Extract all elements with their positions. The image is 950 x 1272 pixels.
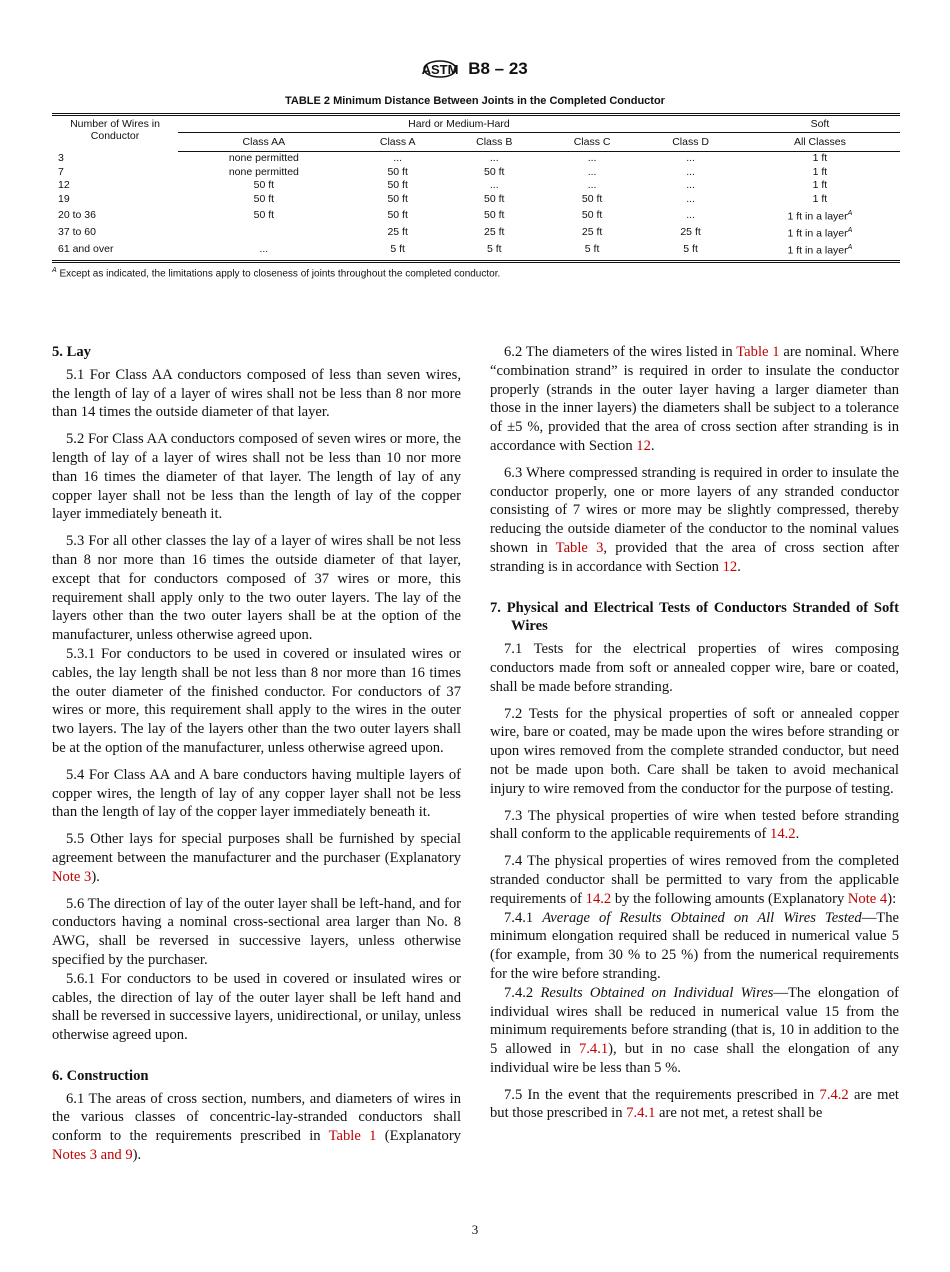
right-column [490, 343, 899, 1131]
table-cell: ... [178, 241, 350, 262]
table-cell: ... [587, 179, 597, 192]
link-notes-3-9[interactable]: Notes 3 and 9 [52, 1147, 133, 1164]
col-header: All Classes [740, 133, 900, 152]
table-cell: 1 ft in a layer$^A$ [787, 227, 853, 240]
table-row [52, 179, 900, 193]
group-soft: Soft [740, 115, 900, 133]
paragraph: 5.5 Other lays for special purposes shall be furnished by special agreement between the manufacturer and the purchaser (Explanatory Note 3). [52, 831, 461, 885]
table-cell: 50 ft [484, 165, 505, 178]
joints-table [52, 113, 900, 280]
paragraph: 7.2 Tests for the physical properties of soft or annealed copper wire, bare or coated, may be made upon the wires before stranding or upon wires removed from the complete stranded conductor, but need not be made upon both. Care shall be taken to avoid mechanical injury to wire removed from the conductor for the purpose of testing. [490, 705, 899, 797]
table-row [52, 207, 900, 224]
col-header: Class C [543, 133, 641, 152]
table-cell: ... [489, 152, 499, 164]
table-cell: none permitted [228, 165, 299, 178]
document-id: B8 – 23 [468, 59, 528, 78]
table-cell: 25 ft [581, 225, 603, 238]
link-section-12[interactable]: 12 [722, 558, 738, 575]
col-header: Class A [350, 133, 446, 152]
section-heading: 6. Construction [52, 1067, 149, 1084]
col-header: Class D [641, 133, 739, 152]
table-cell: 50 ft [387, 179, 408, 192]
table-cell: 20 to 36 [58, 208, 96, 221]
table-cell: ... [686, 193, 695, 206]
table-cell: 1 ft in a layer$^A$ [787, 209, 853, 223]
table-cell: 12 [58, 179, 70, 192]
paragraph: 5.6 The direction of lay of the outer layer shall be left-hand, and for conductors having a nominal cross-sectional area larger than No. 8 AWG, shall be reversed in successive layers, unless otherwise specified by the purchaser. [52, 895, 461, 968]
table-cell: 50 ft [253, 193, 275, 206]
paragraph: 5.3 For all other classes the lay of a layer of wires shall be not less than 8 nor more than 16 times the outside diameter of that layer, except that for conductors composed of 37 wires or more, this requirement shall apply only to the two outer layers. The lay of the layers other than the two outer layers shall be at the option of the manufacturer, unless otherwise agreed upon. [52, 533, 461, 644]
table-cell: ... [489, 179, 499, 192]
section-heading: 5. Lay [52, 344, 91, 360]
table-row [52, 166, 900, 180]
table-cell: 7 [58, 165, 64, 178]
table-cell: 19 [58, 193, 70, 206]
table-cell: 50 ft [387, 193, 408, 206]
table-cell: 3 [58, 151, 64, 164]
col-header: Class B [446, 133, 543, 152]
table-cell: 50 ft [387, 208, 408, 221]
link-14-2[interactable]: 14.2 [770, 826, 796, 843]
paragraph: 7.4.1 Average of Results Obtained on All Wires Tested—The minimum elongation required shall be reduced in numerical value 5 (for example, from 30 % to 25 %) from the numerical requirements for the wire before stranding. [490, 909, 899, 982]
group-hard: Hard or Medium-Hard [178, 115, 740, 133]
table-row [52, 224, 900, 241]
table-cell: none permitted [228, 152, 299, 164]
table-title: TABLE 2 Minimum Distance Between Joints in the Completed Conductor [285, 95, 665, 107]
page-number: 3 [471, 1222, 479, 1237]
table-cell [178, 224, 350, 241]
paragraph: 5.3.1 For conductors to be used in covered or insulated wires or cables, the lay length shall be not less than 8 nor more than 16 times the outer diameter of the finished conductor. For conductors of 37 wires or more, this requirement shall apply to the wires in the outer two layers. The lay of the layers other than the two outer layers shall be at the option of the manufacturer, unless otherwise agreed upon. [52, 645, 461, 756]
table-cell: 50 ft [484, 208, 505, 221]
table-cell: 5 ft [641, 241, 739, 262]
table-cell: ... [686, 165, 695, 178]
table-cell: 1 ft [812, 152, 828, 164]
table-cell: 50 ft [253, 179, 275, 192]
section-heading: 7. Physical and Electrical Tests of Conductors Stranded of Soft Wires [490, 599, 899, 635]
row-header: Number of Wires in Conductor [52, 115, 178, 152]
table-cell: 25 ft [484, 225, 505, 238]
link-7-4-1[interactable]: 7.4.1 [626, 1105, 656, 1122]
svg-text:ASTM: ASTM [422, 62, 459, 77]
table-cell: 50 ft [581, 193, 603, 206]
paragraph: 7.4 The physical properties of wires removed from the completed stranded conductor shall be permitted to vary from the applicable requirements of 14.2 by the following amounts (Explanatory Note 4): [490, 853, 899, 907]
table-cell: 25 ft [680, 225, 701, 238]
paragraph: 6.3 Where compressed stranding is required in order to insulate the conductor properly, one or more layers of any stranded conductor consisting of 7 wires or more may be slightly compressed, thereby reducing the outside diameter of the conductor to the nominal values shown in Table 3, provided that the area of cross section after stranding is in accordance with Section 12. [490, 464, 899, 575]
table-cell: 1 ft [812, 165, 828, 178]
table-cell: 50 ft [581, 208, 603, 221]
link-table-1[interactable]: Table 1 [736, 344, 780, 360]
left-column [52, 343, 461, 1173]
table-row [52, 193, 900, 207]
link-table-3[interactable]: Table 3 [555, 539, 604, 556]
paragraph: 5.4 For Class AA and A bare conductors having multiple layers of copper wires, the length of lay of any copper layer shall not be less than the length of lay of the copper layer immediately beneath it. [52, 766, 461, 821]
table-cell: 1 ft [812, 193, 828, 206]
page-header [0, 56, 950, 82]
table-cell: ... [686, 208, 695, 221]
table-row [52, 241, 900, 262]
table-cell: 25 ft [387, 225, 408, 238]
table-cell: 50 ft [484, 193, 505, 206]
paragraph: 7.3 The physical properties of wire when tested before stranding shall conform to the applicable requirements of 14.2. [490, 807, 899, 843]
link-note-3[interactable]: Note 3 [52, 868, 92, 885]
table-cell: ... [587, 152, 597, 164]
table-cell: ... [393, 152, 403, 164]
table-cell: ... [686, 179, 695, 192]
link-7-4-2[interactable]: 7.4.2 [819, 1086, 849, 1103]
table-cell: 1 ft [812, 179, 828, 192]
table-cell: 37 to 60 [58, 225, 96, 238]
paragraph: 7.1 Tests for the electrical properties of wires composing conductors made from soft or annealed copper wire, bare or coated, shall be made before stranding. [490, 641, 899, 695]
table-cell: ... [587, 165, 597, 178]
paragraph: 5.1 For Class AA conductors composed of less than seven wires, the length of lay of a layer of wires shall not be less than 8 nor more than 14 times the outside diameter of that layer. [52, 366, 461, 421]
link-section-12[interactable]: 12 [636, 437, 651, 454]
paragraph: 7.5 In the event that the requirements prescribed in 7.4.2 are met but those prescribed in 7.4.1 are not met, a retest shall be [490, 1086, 899, 1122]
table-cell: 1 ft in a layer$^A$ [740, 241, 900, 262]
table-cell: 50 ft [387, 165, 408, 178]
paragraph: 5.2 For Class AA conductors composed of seven wires or more, the length of lay of a layer of wires shall not be less than 10 nor more than 16 times the diameter of that layer. The length of lay of any copper layer shall not be less than the length of lay of the copper layer immediately beneath it. [52, 431, 461, 523]
paragraph: 6.1 The areas of cross section, numbers, and diameters of wires in the various classes of concentric-lay-stranded conductors shall conform to the requirements prescribed in Table 1 (Explanatory Notes 3 and 9). [52, 1090, 461, 1164]
link-note-4[interactable]: Note 4 [847, 890, 888, 907]
table-cell: 50 ft [253, 208, 275, 221]
link-7-4-1[interactable]: 7.4.1 [578, 1041, 609, 1058]
link-table-1[interactable]: Table 1 [328, 1128, 377, 1145]
table-row [52, 152, 900, 166]
astm-logo-icon [422, 56, 458, 82]
table-cell: 5 ft [543, 241, 641, 262]
table-footnote: $^A$ Except as indicated, the limitations apply to closeness of joints throughout the completed conductor. [52, 267, 501, 280]
table-cell: ... [686, 152, 695, 164]
paragraph: 7.4.2 Results Obtained on Individual Wires—The elongation of individual wires shall be reduced in numerical value 15 from the minimum requirements before stranding (that is, 10 in addition to the 5 allowed in 7.4.1), but in no case shall the elongation of any individual wire be less than 5 %. [490, 984, 900, 1076]
table-cell: 5 ft [446, 241, 543, 262]
paragraph: 6.2 The diameters of the wires listed in Table 1 are nominal. Where “combination strand” is required in order to insulate the conductor properly (strands in the outer layer having a larger diameter than those in the inner layers) the diameters shall be subject to a tolerance of ±5 %, provided that the area of cross section after stranding is in accordance with Section 12. [490, 344, 899, 454]
paragraph: 5.6.1 For conductors to be used in covered or insulated wires or cables, the direction of lay of the outer layer shall be left hand and shall be reversed in successive layers, unidirectional, or unilay, unless otherwise agreed upon. [52, 970, 461, 1044]
table-cell: 61 and over [52, 241, 178, 262]
col-header: Class AA [178, 133, 350, 152]
table-cell: 5 ft [350, 241, 446, 262]
link-14-2[interactable]: 14.2 [585, 890, 612, 907]
